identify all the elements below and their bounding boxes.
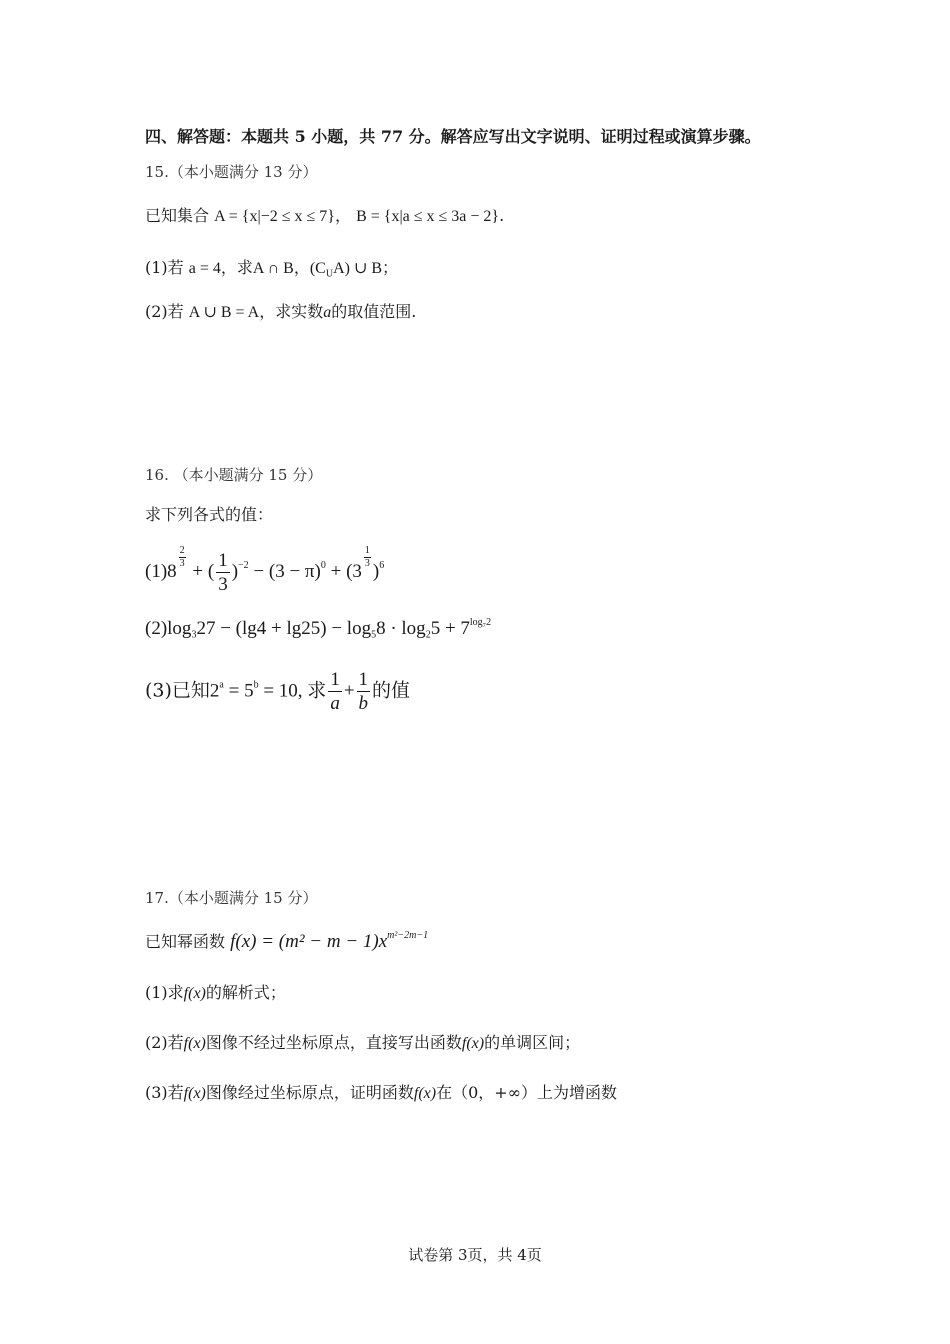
p1-exp-zero: 0 <box>320 560 326 571</box>
question-16-header <box>145 464 322 485</box>
q17-part-1-end: 的解析式； <box>205 983 286 1002</box>
part-2-mid: ，求实数 <box>259 302 324 321</box>
p1-exp1-num: 2 <box>179 545 185 556</box>
part-1-sep: ， <box>293 258 310 277</box>
set-b-definition: B = {x|a ≤ x ≤ 3a − 2} <box>356 208 500 225</box>
p1-exponent-2-3 <box>179 546 186 569</box>
question-17-part-3 <box>145 1080 617 1103</box>
question-15-header-text: 15.（本小题满分 13 分） <box>145 163 318 181</box>
question-16-intro-text: 求下列各式的值： <box>145 505 274 524</box>
p1-exp4-den: 3 <box>364 558 370 569</box>
question-15-part-2 <box>145 299 416 322</box>
p3-f2-den: b <box>358 693 369 714</box>
part-1-end: ； <box>382 258 399 277</box>
q17-part-3-func2: f(x) <box>413 1085 437 1102</box>
p1-exponent-1-3 <box>364 546 371 569</box>
p3-exp-b: b <box>253 679 259 691</box>
q17-part-2-label: (2)若 <box>145 1033 184 1052</box>
q17-part-2-func2: f(x) <box>461 1035 485 1052</box>
q17-part-1-label: (1)求 <box>145 983 184 1002</box>
question-15-sep: ， <box>334 206 351 225</box>
set-a-definition: A = {x|−2 ≤ x ≤ 7} <box>214 208 335 225</box>
q17-part-1-func: f(x) <box>183 985 206 1002</box>
p2-log-1: log <box>167 618 192 639</box>
p1-exp4-num: 1 <box>364 545 370 556</box>
p1-minus-term: − (3 − π) <box>253 561 321 582</box>
p1-base-8: 8 <box>167 561 177 582</box>
question-15-period: . <box>499 206 505 225</box>
part-2-variable: a <box>323 304 332 321</box>
power-function-exponent: m²−2m−1 <box>387 930 429 941</box>
q17-part-2-end: 的单调区间； <box>484 1033 581 1052</box>
question-16-intro <box>145 502 273 525</box>
p2-label: (2) <box>145 618 168 639</box>
question-16-part-1 <box>145 546 384 594</box>
p3-end: 的值 <box>372 679 411 702</box>
section-header-text: 四、解答题：本题共 5 小题，共 77 分。解答应写出文字说明、证明过程或演算步骤。 <box>145 127 761 146</box>
part-1-label: (1)若 <box>145 258 184 277</box>
p2-log2-base: 5 <box>371 629 377 641</box>
p1-plus-open-2: + (3 <box>330 561 362 582</box>
question-17-part-1 <box>145 980 286 1003</box>
part-1-intersection: A ∩ B <box>252 260 294 277</box>
part-1-condition: a = 4 <box>188 260 221 277</box>
p1-exp1-den: 3 <box>179 558 185 569</box>
q17-part-2-mid: 图像不经过坐标原点，直接写出函数 <box>205 1033 462 1052</box>
question-17-header-text: 17.（本小题满分 15 分） <box>145 889 318 907</box>
page-footer-text: 试卷第 3页，共 4页 <box>408 1246 542 1264</box>
question-15-stmt-prefix: 已知集合 <box>145 206 210 225</box>
p1-exp-6: 6 <box>379 560 385 571</box>
p1-exp-neg2: −2 <box>238 560 249 571</box>
question-15-header <box>145 161 317 182</box>
p3-f1-den: a <box>330 693 340 714</box>
part-2-label: (2)若 <box>145 302 184 321</box>
question-17-statement <box>145 929 428 953</box>
p1-close-2: ) <box>372 561 380 582</box>
q17-part-2-func: f(x) <box>183 1035 206 1052</box>
p3-equals-10: = 10, 求 <box>258 680 327 702</box>
p1-plus-open: + ( <box>192 561 215 582</box>
p3-label: (3)已知 <box>145 679 210 702</box>
question-17-stmt-prefix: 已知幂函数 <box>145 932 226 951</box>
p3-plus: + <box>343 680 355 702</box>
p1-frac-den: 3 <box>218 574 228 596</box>
section-header <box>145 124 761 147</box>
p3-base-2: 2 <box>209 680 220 702</box>
p2-term-3: 5 + 7 <box>430 618 470 639</box>
q17-part-3-label: (3)若 <box>145 1083 184 1102</box>
p3-f2-num: 1 <box>358 669 369 690</box>
question-16-part-3 <box>145 670 410 713</box>
p3-fraction-1-b <box>357 670 371 713</box>
p2-exponent: log₇2 <box>469 617 492 628</box>
part-2-condition: A ∪ B = A <box>188 304 260 321</box>
q17-part-3-func: f(x) <box>183 1085 206 1102</box>
part-1-complement-sub: U <box>325 268 334 280</box>
question-16-header-text: 16. （本小题满分 15 分） <box>145 466 323 484</box>
question-16-part-2 <box>145 618 491 640</box>
part-1-mid: ，求 <box>220 258 253 277</box>
p3-fraction-1-a <box>328 670 342 713</box>
p2-log1-base: 3 <box>191 629 197 641</box>
part-1-complement-open: (C <box>309 260 326 277</box>
question-15-part-1 <box>145 255 398 278</box>
p3-equals-5: = 5 <box>223 680 254 702</box>
p1-label: (1) <box>145 561 168 582</box>
power-function-definition: f(x) = (m² − m − 1)x <box>230 931 388 952</box>
q17-part-3-end: 在（0，+∞）上为增函数 <box>436 1083 618 1102</box>
question-17-part-2 <box>145 1030 580 1053</box>
question-15-statement <box>145 203 504 226</box>
p3-exp-a: a <box>219 679 224 691</box>
p2-term-2: 8 · log <box>376 618 426 639</box>
p2-term-1: 27 − (lg4 + lg25) − log <box>196 618 372 639</box>
p3-f1-num: 1 <box>330 669 340 690</box>
part-1-complement-union: A) ∪ B <box>333 260 383 277</box>
p1-close-1: ) <box>231 561 239 582</box>
page-footer <box>0 1244 950 1265</box>
p2-log3-base: 2 <box>425 629 431 641</box>
part-2-end: 的取值范围. <box>331 302 417 321</box>
q17-part-3-mid: 图像经过坐标原点，证明函数 <box>205 1083 414 1102</box>
p1-frac-num: 1 <box>218 550 228 572</box>
question-17-header <box>145 887 317 908</box>
p1-fraction-1-3 <box>216 551 230 594</box>
